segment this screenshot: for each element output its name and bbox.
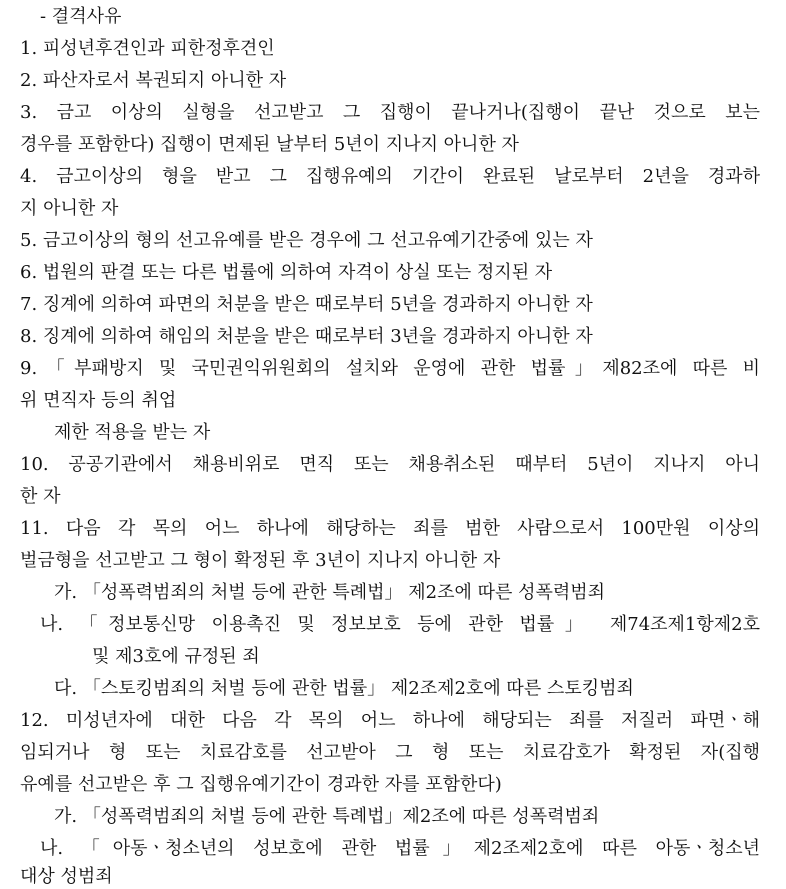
item-12-line-3: 유예를 선고받은 후 그 집행유예기간이 경과한 자를 포함한다): [20, 774, 502, 795]
item-12-sub-na-line-1: 나. 「아동ㆍ청소년의 성보호에 관한 법률」제2조제2호에 따른 아동ㆍ청소년: [40, 838, 760, 859]
item-11-line-2: 벌금형을 선고받고 그 형이 확정된 후 3년이 지나지 아니한 자: [20, 550, 501, 571]
item-2: 2. 파산자로서 복권되지 아니한 자: [20, 70, 287, 91]
section-heading: - 결격사유: [40, 6, 122, 27]
item-5: 5. 금고이상의 형의 선고유예를 받은 경우에 그 선고유예기간중에 있는 자: [20, 230, 593, 251]
item-11-sub-na-line-2: 및 제3호에 규정된 죄: [92, 646, 260, 667]
item-11-sub-da: 다. 「스토킹범죄의 처벌 등에 관한 법률」 제2조제2호에 따른 스토킹범죄: [54, 678, 634, 699]
item-10-line-1: 10. 공공기관에서 채용비위로 면직 또는 채용취소된 때부터 5년이 지나지 아니: [20, 454, 760, 475]
item-7: 7. 징계에 의하여 파면의 처분을 받은 때로부터 5년을 경과하지 아니한 자: [20, 294, 593, 315]
item-11-line-1: 11. 다음 각 목의 어느 하나에 해당하는 죄를 범한 사람으로서 100만원 이상의: [20, 518, 760, 539]
item-1: 1. 피성년후견인과 피한정후견인: [20, 38, 275, 59]
item-3-line-1: 3. 금고 이상의 실형을 선고받고 그 집행이 끝나거나(집행이 끝난 것으로 보는: [20, 102, 760, 123]
item-10-line-2: 한 자: [20, 486, 61, 507]
item-12-line-2: 임되거나 형 또는 치료감호를 선고받아 그 형 또는 치료감호가 확정된 자(집행: [20, 742, 760, 763]
item-4-line-1: 4. 금고이상의 형을 받고 그 집행유예의 기간이 완료된 날로부터 2년을 경과하: [20, 166, 760, 187]
item-12-sub-na-line-2: 대상 성범죄: [20, 866, 113, 887]
item-9-line-1: 9.「부패방지 및 국민권익위원회의 설치와 운영에 관한 법률」제82조에 따른 비: [20, 358, 760, 379]
item-9-line-3: 제한 적용을 받는 자: [54, 422, 211, 443]
item-12-sub-ga: 가. 「성폭력범죄의 처벌 등에 관한 특례법」제2조에 따른 성폭력범죄: [54, 806, 600, 827]
item-3-line-2: 경우를 포함한다) 집행이 면제된 날부터 5년이 지나지 아니한 자: [20, 134, 519, 155]
item-12-line-1: 12. 미성년자에 대한 다음 각 목의 어느 하나에 해당되는 죄를 저질러 파면ㆍ해: [20, 710, 760, 731]
item-6: 6. 법원의 판결 또는 다른 법률에 의하여 자격이 상실 또는 정지된 자: [20, 262, 553, 283]
item-11-sub-ga: 가. 「성폭력범죄의 처벌 등에 관한 특례법」 제2조에 따른 성폭력범죄: [54, 582, 606, 603]
item-9-line-2: 위 면직자 등의 취업: [20, 390, 177, 411]
item-11-sub-na-line-1: 나. 「정보통신망 이용촉진 및 정보보호 등에 관한 법률」 제74조제1항제2호: [40, 614, 760, 635]
item-4-line-2: 지 아니한 자: [20, 198, 119, 219]
item-8: 8. 징계에 의하여 해임의 처분을 받은 때로부터 3년을 경과하지 아니한 자: [20, 326, 593, 347]
